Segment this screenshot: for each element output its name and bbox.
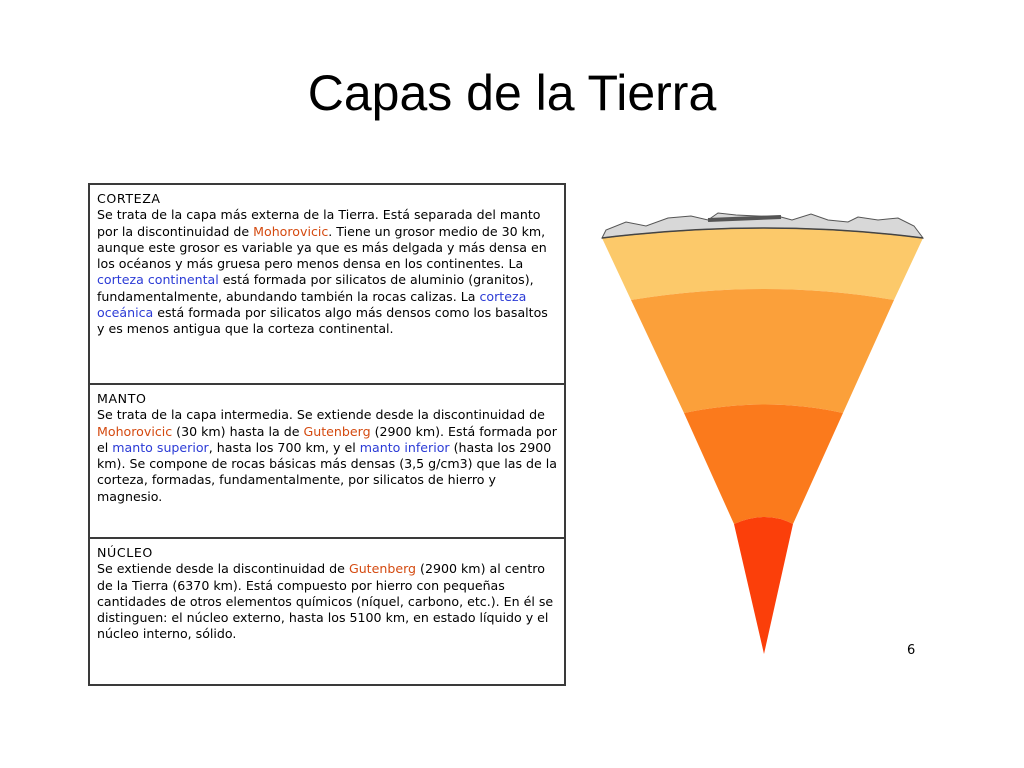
wedge-layer-manto-inferior [684,405,843,525]
section-title-nucleo: NÚCLEO [97,545,153,560]
section-title-manto: MANTO [97,391,147,406]
section-text-manto: Se trata de la capa intermedia. Se extiende desde la discontinuidad de Mohorovicic (30 km) hasta la de Gutenberg (2900 km). Está formada por el manto superior, hasta los 700 km, y el manto inferior (hasta los 2900 km). Se compone de rocas básicas más densas (3,5 g/cm3) que las de la corteza, formadas, fundamentalmente, por silicatos de hierro y magnesio. [97,407,557,504]
section-manto [90,385,564,539]
section-text-corteza: Se trata de la capa más externa de la Tierra. Está separada del manto por la discontinuidad de Mohorovicic. Tiene un grosor medio de 30 km, aunque este grosor es variable ya que es más delgada y más densa en los océanos y más gruesa pero menos densa en los continentes. La corteza continental está formada por silicatos de aluminio (granitos), fundamentalmente, abundando también la rocas calizas. La corteza oceánica está formada por silicatos algo más densos como los basaltos y es menos antigua que la corteza continental. [97,207,548,337]
section-text-nucleo: Se extiende desde la discontinuidad de Gutenberg (2900 km) al centro de la Tierra (6370 km). Está compuesto por hierro con pequeñas cantidades de otros elementos químicos (níquel, carbono, etc.). En él se distinguen: el núcleo externo, hasta los 5100 km, en estado líquido y el núcleo interno, sólido. [97,561,554,642]
section-title-corteza: CORTEZA [97,191,161,206]
page-number: 6 [907,643,916,658]
section-corteza [90,185,564,385]
earth-layers-wedge-illustration [596,208,936,658]
wedge-layer-manto-superior [631,289,894,413]
earth-layers-table [88,183,566,686]
slide-title: Capas de la Tierra [307,65,717,121]
wedge-layer-nucleo [734,517,793,654]
section-nucleo [90,539,564,684]
